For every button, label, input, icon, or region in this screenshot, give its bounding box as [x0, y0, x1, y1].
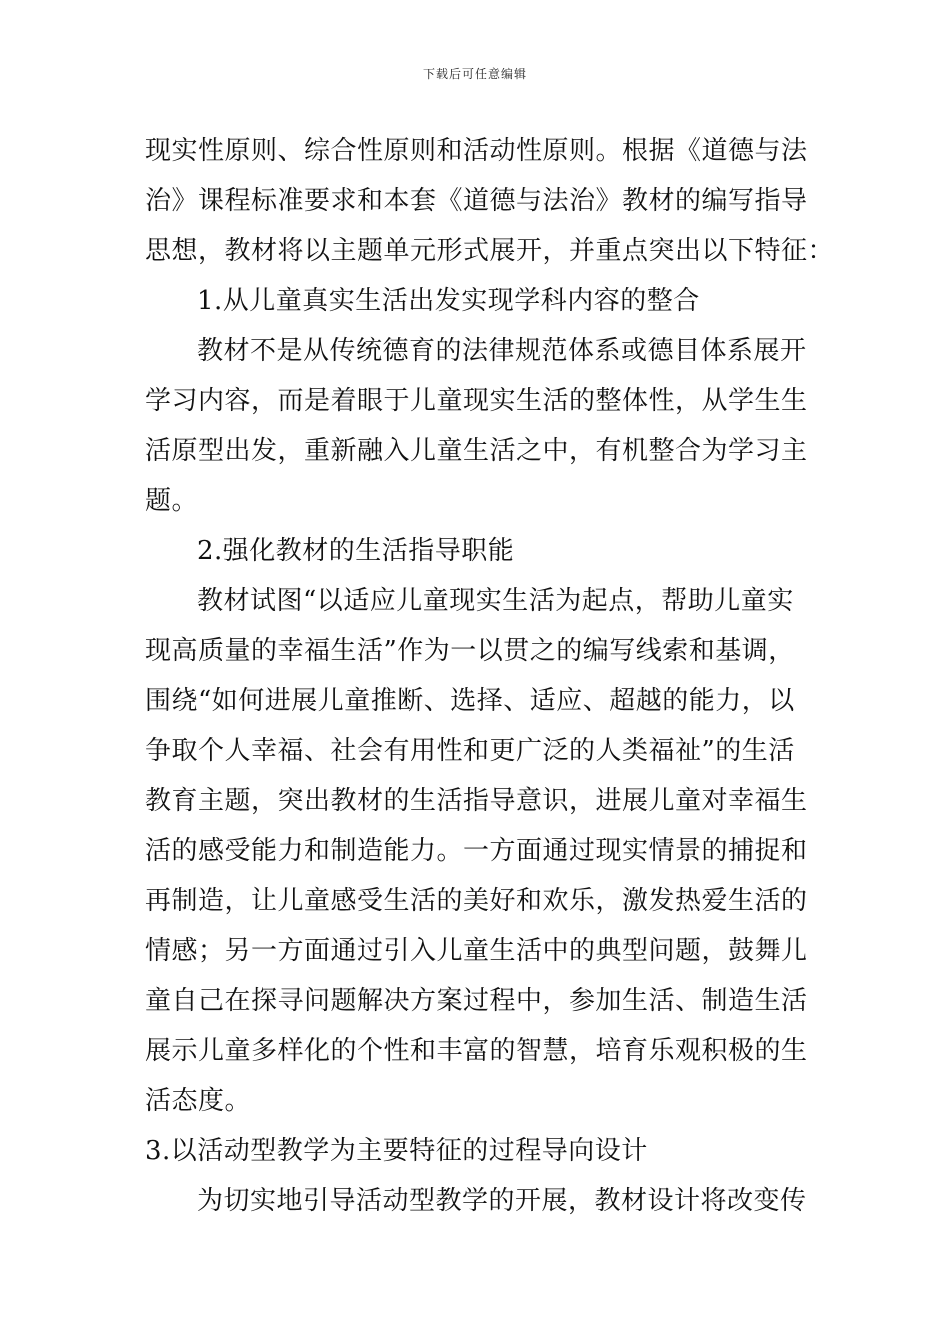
text-line: 思想，教材将以主题单元形式展开，并重点突出以下特征： — [145, 236, 835, 266]
document-body — [145, 126, 835, 1226]
text-line: 围绕“如何进展儿童推断、选择、适应、超越的能力，以 — [145, 686, 795, 716]
text-line: 童自己在探寻问题解决方案过程中，参加生活、制造生活 — [145, 986, 808, 1016]
text-line: 现高质量的幸福生活”作为一以贯之的编写线索和基调， — [145, 636, 795, 666]
text-line: 争取个人幸福、社会有用性和更广泛的人类福祉”的生活 — [145, 736, 795, 766]
text-line: 展示儿童多样化的个性和丰富的智慧，培育乐观积极的生 — [145, 1036, 808, 1066]
text-line: 活的感受能力和制造能力。一方面通过现实情景的捕捉和 — [145, 836, 808, 866]
text-line: 现实性原则、综合性原则和活动性原则。根据《道德与法 — [145, 136, 808, 166]
page-header-note: 下载后可任意编辑 — [422, 67, 527, 81]
text-line: 活态度。 — [145, 1086, 252, 1116]
text-line: 学习内容，而是着眼于儿童现实生活的整体性，从学生生 — [145, 386, 808, 416]
text-line: 教育主题，突出教材的生活指导意识，进展儿童对幸福生 — [145, 786, 808, 816]
text-line: 题。 — [145, 486, 199, 516]
text-line: 情感；另一方面通过引入儿童生活中的典型问题，鼓舞儿 — [145, 936, 808, 966]
text-line: 为切实地引导活动型教学的开展，教材设计将改变传 — [197, 1186, 807, 1216]
section-heading-2: 2.强化教材的生活指导职能 — [197, 536, 515, 566]
text-line: 教材不是从传统德育的法律规范体系或德目体系展开 — [197, 336, 807, 366]
section-heading-1: 1.从儿童真实生活出发实现学科内容的整合 — [197, 286, 700, 316]
section-heading-3: 3.以活动型教学为主要特征的过程导向设计 — [145, 1136, 648, 1166]
text-line: 再制造，让儿童感受生活的美好和欢乐，激发热爱生活的 — [145, 886, 808, 916]
text-line: 教材试图“以适应儿童现实生活为起点，帮助儿童实 — [197, 586, 794, 616]
text-line: 治》课程标准要求和本套《道德与法治》教材的编写指导 — [145, 186, 808, 216]
text-line: 活原型出发，重新融入儿童生活之中，有机整合为学习主 — [145, 436, 808, 466]
